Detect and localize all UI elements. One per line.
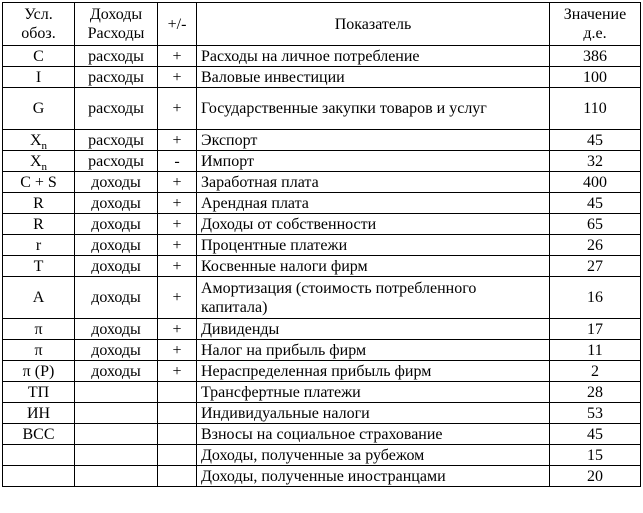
table-row — [3, 214, 641, 235]
symbol-text: ТП — [27, 383, 50, 401]
header-indicator: Показатель — [197, 3, 550, 46]
cell-type — [75, 382, 158, 403]
cell-sign: + — [158, 235, 197, 256]
cell-indicator: Доходы от собственности — [197, 214, 550, 235]
cell-type: доходы — [75, 361, 158, 382]
cell-type: доходы — [75, 256, 158, 277]
cell-value: 27 — [550, 256, 641, 277]
cell-value: 53 — [550, 403, 641, 424]
cell-value: 400 — [550, 172, 641, 193]
cell-indicator: Валовые инвестиции — [197, 67, 550, 88]
cell-type: доходы — [75, 172, 158, 193]
symbol-text: G — [32, 100, 45, 117]
cell-type: расходы — [75, 46, 158, 67]
table-row — [3, 88, 641, 130]
cell-sign — [158, 445, 197, 466]
cell-indicator: Доходы, полученные за рубежом — [197, 445, 550, 466]
symbol-subscript: n — [41, 139, 48, 151]
table-row — [3, 466, 641, 487]
table-row — [3, 256, 641, 277]
cell-symbol — [3, 88, 75, 130]
symbol-text: r — [35, 236, 42, 254]
table-row — [3, 172, 641, 193]
cell-value: 2 — [550, 361, 641, 382]
cell-indicator: Заработная плата — [197, 172, 550, 193]
cell-value: 65 — [550, 214, 641, 235]
table-row — [3, 319, 641, 340]
cell-sign: + — [158, 214, 197, 235]
cell-type: доходы — [75, 214, 158, 235]
symbol-text: X — [29, 152, 42, 170]
symbol-text: ИН — [26, 404, 51, 422]
table-row — [3, 151, 641, 172]
header-type: Доходы Расходы — [75, 3, 158, 46]
cell-sign: + — [158, 319, 197, 340]
cell-symbol — [3, 382, 75, 403]
table-row — [3, 235, 641, 256]
header-sign: +/- — [158, 3, 197, 46]
symbol-text: π — [34, 341, 43, 359]
cell-value: 45 — [550, 130, 641, 151]
cell-sign: + — [158, 256, 197, 277]
cell-type — [75, 403, 158, 424]
cell-indicator: Импорт — [197, 151, 550, 172]
cell-type — [75, 445, 158, 466]
cell-type: расходы — [75, 151, 158, 172]
header-symbol: Усл. обоз. — [3, 3, 75, 46]
cell-symbol — [3, 130, 75, 151]
symbol-text: R — [33, 215, 44, 233]
cell-value: 26 — [550, 235, 641, 256]
table-row — [3, 424, 641, 445]
table-row — [3, 130, 641, 151]
cell-indicator: Амортизация (стоимость потребленного капитала) — [197, 277, 550, 319]
cell-value: 110 — [550, 88, 641, 130]
table-row — [3, 403, 641, 424]
cell-indicator: Государственные закупки товаров и услуг — [197, 88, 550, 130]
cell-sign: + — [158, 67, 197, 88]
table-row — [3, 193, 641, 214]
cell-type: доходы — [75, 319, 158, 340]
cell-indicator: Расходы на личное потребление — [197, 46, 550, 67]
cell-value: 17 — [550, 319, 641, 340]
cell-symbol — [3, 67, 75, 88]
cell-type: доходы — [75, 235, 158, 256]
cell-symbol — [3, 46, 75, 67]
symbol-text: T — [33, 257, 44, 275]
cell-sign: + — [158, 172, 197, 193]
cell-symbol — [3, 172, 75, 193]
cell-type: доходы — [75, 340, 158, 361]
cell-symbol — [3, 340, 75, 361]
symbol-text: A — [32, 289, 45, 306]
cell-type — [75, 424, 158, 445]
cell-sign: + — [158, 193, 197, 214]
cell-type: расходы — [75, 130, 158, 151]
table-body — [3, 46, 641, 487]
cell-symbol — [3, 445, 75, 466]
cell-symbol — [3, 214, 75, 235]
cell-sign: + — [158, 361, 197, 382]
header-row — [3, 3, 641, 46]
cell-indicator: Налог на прибыль фирм — [197, 340, 550, 361]
table-row — [3, 277, 641, 319]
symbol-text: π — [34, 320, 43, 338]
symbol-text: R — [33, 194, 44, 212]
cell-symbol — [3, 466, 75, 487]
cell-value: 28 — [550, 382, 641, 403]
symbol-text: π (P) — [22, 362, 55, 380]
cell-value: 16 — [550, 277, 641, 319]
cell-symbol — [3, 193, 75, 214]
cell-indicator: Нераспределенная прибыль фирм — [197, 361, 550, 382]
cell-sign: + — [158, 340, 197, 361]
table-row — [3, 382, 641, 403]
cell-indicator: Экспорт — [197, 130, 550, 151]
cell-type — [75, 466, 158, 487]
cell-value: 100 — [550, 67, 641, 88]
cell-value: 15 — [550, 445, 641, 466]
cell-type: расходы — [75, 88, 158, 130]
cell-indicator: Трансфертные платежи — [197, 382, 550, 403]
cell-indicator: Доходы, полученные иностранцами — [197, 466, 550, 487]
table-row — [3, 445, 641, 466]
cell-sign — [158, 403, 197, 424]
symbol-text: I — [35, 68, 42, 86]
cell-sign: + — [158, 88, 197, 130]
header-value: Значение д.е. — [550, 3, 641, 46]
cell-type: доходы — [75, 277, 158, 319]
cell-symbol — [3, 403, 75, 424]
cell-value: 20 — [550, 466, 641, 487]
cell-type: расходы — [75, 67, 158, 88]
symbol-text: C — [33, 47, 44, 65]
cell-value: 32 — [550, 151, 641, 172]
symbol-subscript: n — [41, 160, 48, 172]
cell-indicator: Арендная плата — [197, 193, 550, 214]
cell-value: 45 — [550, 193, 641, 214]
table-row — [3, 361, 641, 382]
indicators-table — [2, 2, 641, 487]
cell-symbol — [3, 151, 75, 172]
symbol-text: C + S — [20, 173, 57, 191]
cell-symbol — [3, 256, 75, 277]
symbol-text: ВСС — [22, 425, 55, 443]
cell-indicator: Индивидуальные налоги — [197, 403, 550, 424]
cell-sign: + — [158, 130, 197, 151]
table-row — [3, 340, 641, 361]
cell-indicator: Косвенные налоги фирм — [197, 256, 550, 277]
cell-indicator: Дивиденды — [197, 319, 550, 340]
cell-symbol — [3, 319, 75, 340]
cell-value: 11 — [550, 340, 641, 361]
cell-symbol — [3, 361, 75, 382]
symbol-text: X — [29, 131, 42, 149]
cell-symbol — [3, 424, 75, 445]
table-row — [3, 46, 641, 67]
cell-sign: + — [158, 277, 197, 319]
cell-symbol — [3, 277, 75, 319]
cell-symbol — [3, 235, 75, 256]
cell-sign — [158, 382, 197, 403]
cell-sign: + — [158, 46, 197, 67]
cell-value: 45 — [550, 424, 641, 445]
cell-sign — [158, 466, 197, 487]
cell-sign: - — [158, 151, 197, 172]
cell-sign — [158, 424, 197, 445]
cell-type: доходы — [75, 193, 158, 214]
cell-value: 386 — [550, 46, 641, 67]
table-row — [3, 67, 641, 88]
cell-indicator: Взносы на социальное страхование — [197, 424, 550, 445]
cell-indicator: Процентные платежи — [197, 235, 550, 256]
